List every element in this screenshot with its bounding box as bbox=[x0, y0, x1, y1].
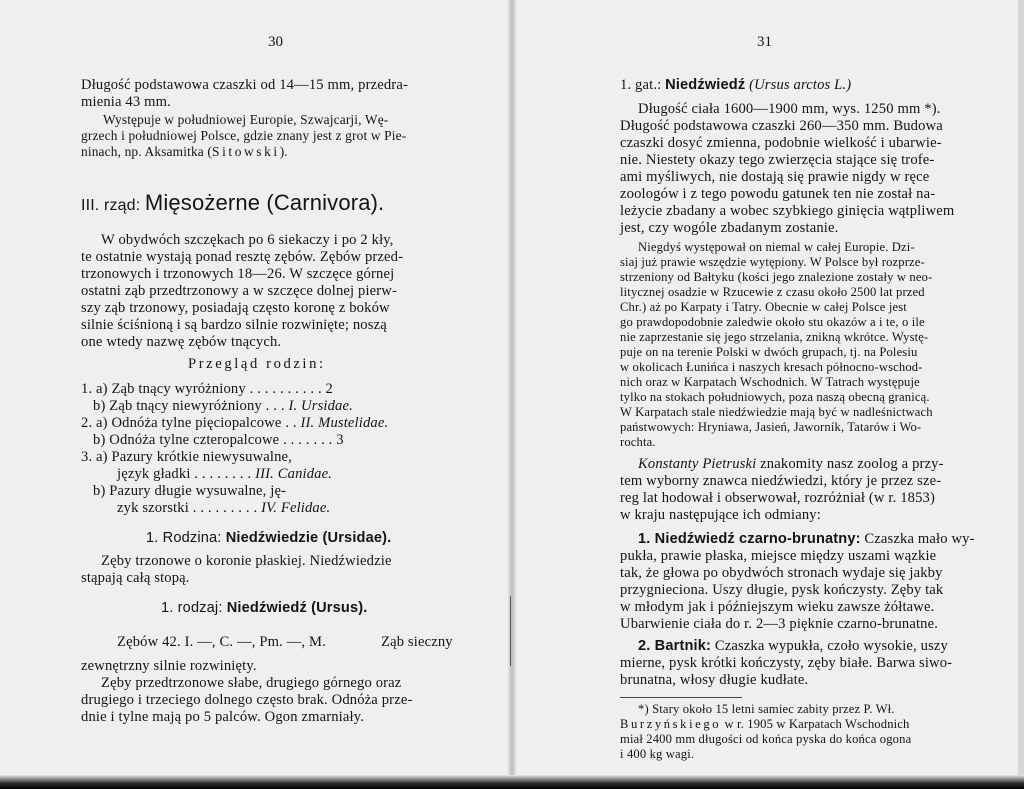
key-title: Przegląd rodzin: bbox=[188, 356, 326, 372]
author-name: Konstanty Pietruski bbox=[638, 456, 757, 472]
author-name: Burzyńskiego bbox=[620, 717, 722, 731]
text-line: rochta. bbox=[620, 435, 656, 449]
text-line: Długość podstawowa czaszki od 14—15 mm, przedra- bbox=[81, 77, 408, 93]
text-line: państwowych: Hryniawa, Jasień, Jaworník, Tatarów i Wo- bbox=[620, 420, 922, 434]
text-line: grzech i południowej Polsce, gdzie znany jest z grot w Pie- bbox=[81, 128, 407, 143]
order-heading: III. rząd: Mięsożerne (Carnivora). bbox=[81, 190, 385, 215]
text-line: go prawdopodobnie zaledwie około stu okazów a i te, o ile bbox=[620, 315, 925, 329]
footnote-line: *) Stary około 15 letni samiec zabity przez P. Wł. bbox=[638, 702, 895, 716]
text-line: nich oraz w Karpatach Wschodnich. W Tatrach występuje bbox=[620, 375, 920, 389]
text-line: te ostatnie wystają ponad resztę zębów. Zębów przed- bbox=[81, 249, 404, 265]
footnote-line: Burzyńskiego w r. 1905 w Karpatach Wschodnich bbox=[620, 717, 910, 731]
text-line: ami myśliwych, nie dostają się prawie nigdy w ręce bbox=[620, 169, 930, 185]
species-heading: 1. gat.: Niedźwiedź (Ursus arctos L.) bbox=[620, 77, 852, 93]
text-line: Ząb sieczny bbox=[381, 634, 453, 650]
text-line: dnie i tylne mają po 5 palców. Ogon zmarniały. bbox=[81, 709, 365, 725]
text-line: W Karpatach stale niedźwiedzie mają być w nadleśnictwach bbox=[620, 405, 933, 419]
key-row: b) Pazury długie wysuwalne, ję- bbox=[93, 483, 287, 499]
text-line: siaj już prawie wszędzie wytępiony. W Polsce był rozprze- bbox=[620, 255, 925, 269]
text-line: tak, że głowa po obydwóch stronach wydaje się jakby bbox=[620, 565, 943, 581]
text-line: przygnieciona. Uszy długie, pysk kończysty. Zęby tak bbox=[620, 582, 944, 598]
text-line: trzonowych i trzonowych 18—26. W szczęce górnej bbox=[81, 266, 395, 282]
text-line: Zęby trzonowe o koronie płaskiej. Niedźwiedzie bbox=[101, 553, 392, 569]
text-line: leżycie zbadany a wobec szybkiego ginięcia wątpliwem bbox=[620, 203, 955, 219]
text-line: ostatni ząb przedtrzonowy a w szczęce dolnej pierw- bbox=[81, 283, 398, 299]
key-row: 3. a) Pazury krótkie niewysuwalne, bbox=[81, 449, 292, 465]
text-line: Ubarwienie ciała do r. 2—3 pięknie czarno-brunatne. bbox=[620, 616, 939, 632]
text-line: Niegdyś występował on niemal w całej Europie. Dzi- bbox=[638, 240, 915, 254]
family-heading: 1. Rodzina: Niedźwiedzie (Ursidae). bbox=[146, 530, 392, 546]
text-line: w młodym jak i późniejszym wieku zawsze żółtawe. bbox=[620, 599, 935, 615]
key-row: 1. a) Ząb tnący wyróżniony . . . . . . . . . . 2 bbox=[81, 381, 333, 397]
text-line: puje on na terenie Polski w dwóch grupach, tj. na Polesiu bbox=[620, 345, 918, 359]
scan-mark bbox=[510, 596, 511, 666]
scan-edge bbox=[0, 775, 1024, 789]
key-row: 2. a) Odnóża tylne pięciopalcowe . . II. Mustelidae. bbox=[81, 415, 389, 431]
text-line: 2. Bartnik: Czaszka wypukła, czoło wysokie, uszy bbox=[638, 638, 948, 654]
text-line: drugiego i trzeciego dolnego często brak. Odnóża prze- bbox=[81, 692, 413, 708]
text-line: tem wyborny znawca niedźwiedzi, który je przez sze- bbox=[620, 473, 942, 489]
text-line: w kraju następujące ich odmiany: bbox=[620, 507, 821, 523]
text-line: Konstanty Pietruski znakomity nasz zoolog a przy- bbox=[638, 456, 944, 472]
text-line: stąpają całą stopą. bbox=[81, 570, 190, 586]
text-line: tylko na stokach południowych, poza naszą obecną granicą. bbox=[620, 390, 930, 404]
footnote-rule bbox=[620, 697, 742, 698]
page-number: 30 bbox=[268, 34, 283, 50]
text-line: reg lat hodował i obserwował, rozróżniał (w r. 1853) bbox=[620, 490, 935, 506]
text-line: Występuje w południowej Europie, Szwajcarji, Wę- bbox=[103, 112, 389, 127]
variety-label: 1. Niedźwiedź czarno-brunatny: bbox=[638, 531, 861, 547]
text-line: mienia 43 mm. bbox=[81, 94, 171, 110]
text-line: W obydwóch szczękach po 6 siekaczy i po 2 kły, bbox=[101, 232, 394, 248]
dental-formula: Zębów 42. I. —, C. —, Pm. —, M. bbox=[117, 634, 326, 650]
key-row: zyk szorstki . . . . . . . . . IV. Felidae. bbox=[117, 500, 331, 516]
footnote-line: i 400 kg wagi. bbox=[620, 747, 695, 761]
genus-heading: 1. rodzaj: Niedźwiedź (Ursus). bbox=[161, 600, 368, 616]
author-name: Sitowski bbox=[212, 144, 280, 159]
variety-label: 2. Bartnik: bbox=[638, 638, 712, 654]
text-line: szy ząb trzonowy, posiadają często koronę z boków bbox=[81, 300, 390, 316]
text-line: nie zaprzestanie się jego strzelania, znikną wkrótce. Wystę- bbox=[620, 330, 929, 344]
text-line: czaszki dosyć zmienna, podobnie wielkość i ubarwie- bbox=[620, 135, 942, 151]
text-line: Zęby przedtrzonowe słabe, drugiego górnego oraz bbox=[101, 675, 402, 691]
text-line: pukła, prawie płaska, miejsce między uszami wązkie bbox=[620, 548, 937, 564]
key-row: b) Odnóża tylne czteropalcowe . . . . . . . 3 bbox=[93, 432, 344, 448]
text-line: zoologów i z tego powodu gatunek ten nie został na- bbox=[620, 186, 936, 202]
footnote-line: miał 2400 mm długości od końca pyska do końca ogona bbox=[620, 732, 912, 746]
text-line: 1. Niedźwiedź czarno-brunatny: Czaszka mało wy- bbox=[638, 531, 975, 547]
text-line: litycznej osadzie w Rzucewie z czasu około 2500 lat przed bbox=[620, 285, 925, 299]
right-page bbox=[514, 0, 1024, 789]
text-line: w okolicach Łunińca i naszych kresach północno-wschod- bbox=[620, 360, 923, 374]
text-line: silnie ściśnioną i są bardzo silnie rozwinięte; noszą bbox=[81, 317, 387, 333]
text-line: nie. Niestety okazy tego zwierzęcia stające się trofe- bbox=[620, 152, 935, 168]
text-line: mierne, pysk krótki kończysty, zęby białe. Barwa siwo- bbox=[620, 655, 953, 671]
text-line: Długość ciała 1600—1900 mm, wys. 1250 mm *). bbox=[638, 101, 941, 117]
key-row: b) Ząb tnący niewyróżniony . . . I. Ursidae. bbox=[93, 398, 353, 414]
text-line: strzeniony od Bałtyku (kości jego znalezione zostały w neo- bbox=[620, 270, 933, 284]
key-row: język gładki . . . . . . . . III. Canidae. bbox=[117, 466, 333, 482]
left-page bbox=[0, 0, 510, 789]
text-line: Chr.) aż po Karpaty i Tatry. Obecnie w całej Polsce jest bbox=[620, 300, 907, 314]
text-line: one wtedy nazwę zębów tnących. bbox=[81, 334, 282, 350]
page-edge bbox=[1018, 0, 1024, 789]
text-line: brunatna, włosy długie kudłate. bbox=[620, 672, 809, 688]
page-number: 31 bbox=[757, 34, 772, 50]
text-line: ninach, np. Aksamitka (Sitowski). bbox=[81, 144, 288, 159]
text-line: jest, czy wogóle zbadanym zostanie. bbox=[620, 220, 839, 236]
text-line: Długość podstawowa czaszki 260—350 mm. Budowa bbox=[620, 118, 943, 134]
text-line: zewnętrzny silnie rozwinięty. bbox=[81, 658, 257, 674]
